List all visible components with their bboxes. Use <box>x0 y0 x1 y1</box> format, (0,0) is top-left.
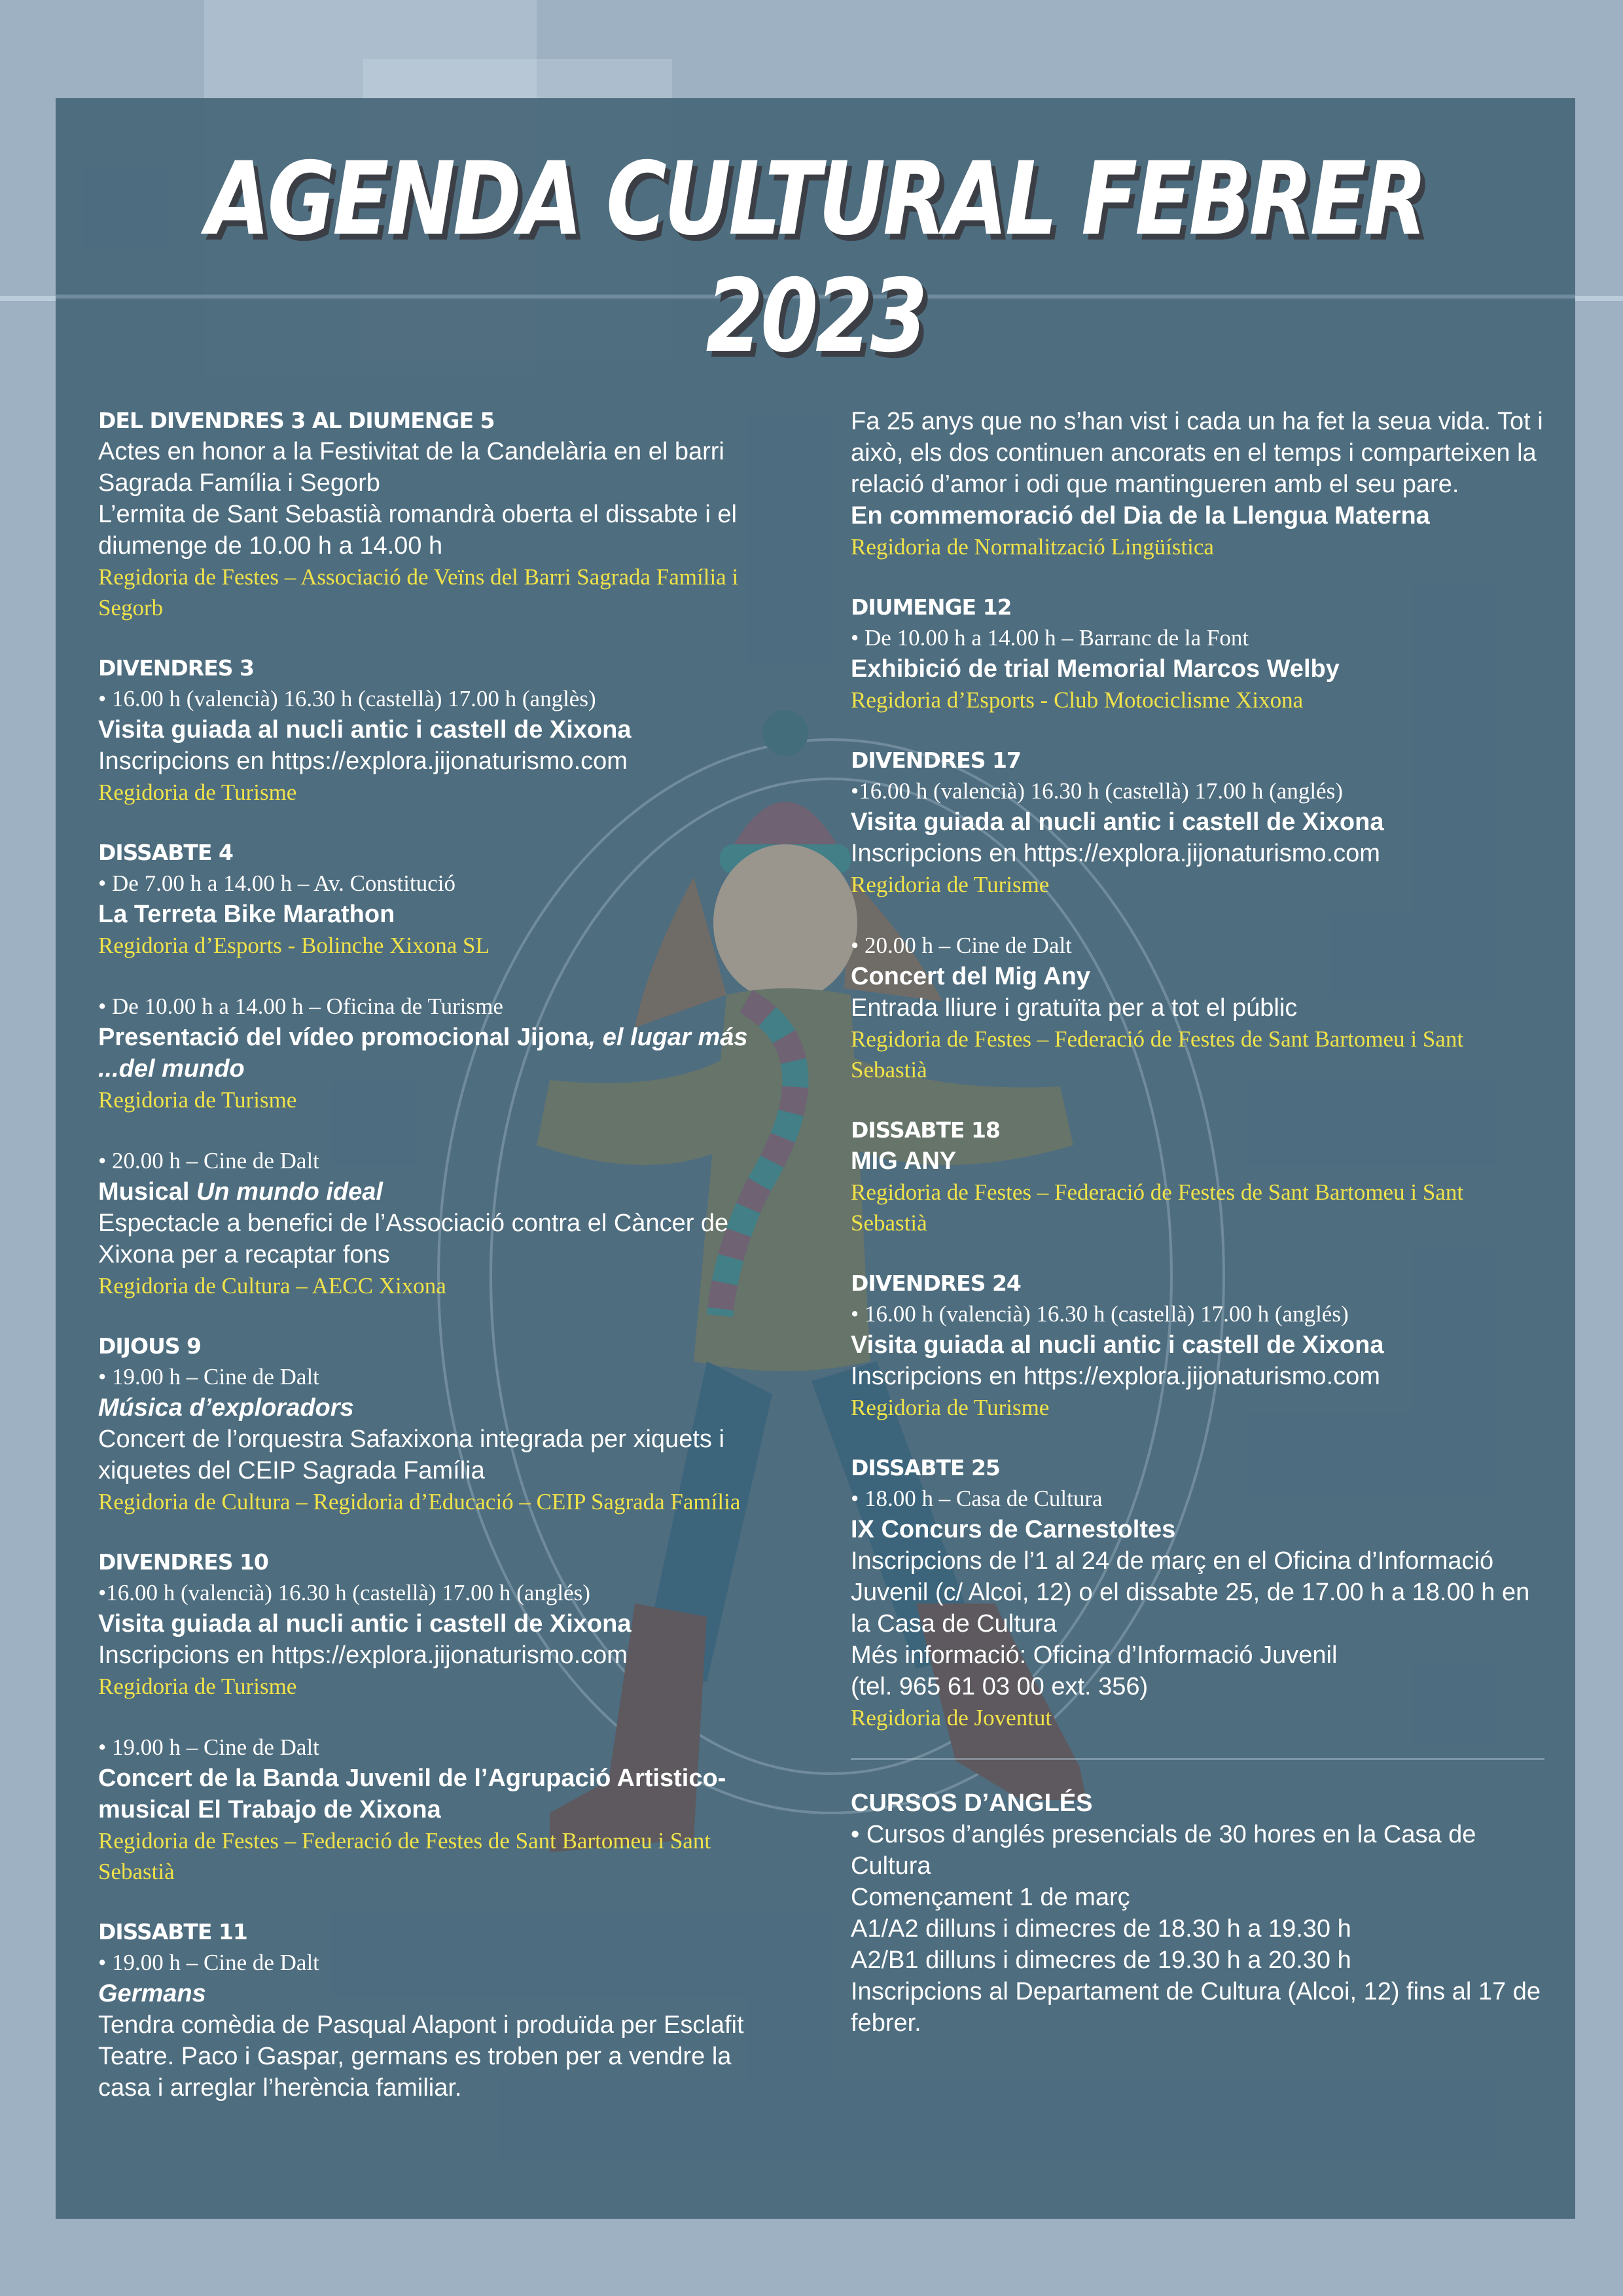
event-description: Inscripcions en https://explora.jijonaturismo.com <box>851 840 1380 867</box>
event-title: Visita guiada al nucli antic i castell de Xixona <box>98 1610 632 1638</box>
event-time: • 19.00 h – Cine de Dalt <box>98 1364 319 1390</box>
event-description: Concert de l’orquestra Safaxixona integrada per xiquets i xiquetes del CEIP Sagrada Família <box>98 1426 724 1484</box>
event-day: DIVENDRES 24 <box>851 1270 1021 1296</box>
event-description: Espectacle a benefici de l’Associació contra el Càncer de Xixona per a recaptar fons <box>98 1210 729 1268</box>
event-title: Música d’exploradors <box>98 1394 354 1422</box>
event-title: Concert de la Banda Juvenil de l’Agrupació Artistico-musical El Trabajo de Xixona <box>98 1765 726 1823</box>
courses-heading: CURSOS D’ANGLÉS <box>851 1789 1093 1817</box>
event-day: DIUMENGE 12 <box>851 594 1012 620</box>
event-organizer: Regidoria de Turisme <box>851 1395 1050 1420</box>
left-column <box>98 406 785 2104</box>
event-time: • 20.00 h – Cine de Dalt <box>851 933 1072 958</box>
event-day: DIVENDRES 17 <box>851 747 1021 773</box>
event-title: Germans <box>98 1980 206 2007</box>
right-column <box>851 406 1544 2039</box>
event-title: MIG ANY <box>851 1147 957 1175</box>
event-title: Musical Un mundo ideal <box>98 1178 383 1206</box>
event-time: • 18.00 h – Casa de Cultura <box>851 1486 1103 1511</box>
event-time: •16.00 h (valencià) 16.30 h (castellà) 17.00 h (anglés) <box>98 1580 590 1605</box>
event-organizer: Regidoria de Festes – Federació de Festes de Sant Bartomeu i Sant Sebastià <box>851 1179 1464 1236</box>
event-organizer: Regidoria d’Esports - Club Motociclisme Xixona <box>851 687 1304 713</box>
event-time: • 16.00 h (valencià) 16.30 h (castellà) 17.00 h (anglés) <box>851 1301 1349 1327</box>
event-day: DIVENDRES 3 <box>98 655 254 681</box>
event-day: DISSABTE 11 <box>98 1919 247 1945</box>
event-time: • 16.00 h (valencià) 16.30 h (castellà) 17.00 h (anglès) <box>98 686 596 711</box>
event-title: IX Concurs de Carnestoltes <box>851 1516 1176 1543</box>
event-organizer: Regidoria de Normalització Lingüística <box>851 534 1214 560</box>
event-description: Inscripcions de l’1 al 24 de març en el Oficina d’Informació Juvenil (c/ Alcoi, 12) o el dissabte 25, de 17.00 h a 18.00 h en la Casa de Cultura <box>851 1547 1530 1638</box>
event-time: • 19.00 h – Cine de Dalt <box>98 1734 319 1760</box>
event-description: Actes en honor a la Festivitat de la Candelària en el barri Sagrada Família i Segorb <box>98 438 724 497</box>
event-day: DEL DIVENDRES 3 AL DIUMENGE 5 <box>98 408 495 433</box>
event-time: • De 7.00 h a 14.00 h – Av. Constitució <box>98 870 455 896</box>
event-description: L’ermita de Sant Sebastià romandrà oberta el dissabte i el diumenge de 10.00 h a 14.00 h <box>98 501 737 560</box>
event-day: DIVENDRES 10 <box>98 1549 268 1575</box>
event-organizer: Regidoria de Turisme <box>98 780 297 805</box>
event-organizer: Regidoria de Turisme <box>98 1674 297 1699</box>
event-description: Fa 25 anys que no s’han vist i cada un ha fet la seua vida. Tot i això, els dos continuen ancorats en el temps i comparteixen la relació d’amor i odi que mantingueren amb el seu pare. <box>851 408 1543 498</box>
event-description: Tendra comèdia de Pasqual Alapont i produïda per Esclafit Teatre. Paco i Gaspar, germans es troben per a vendre la casa i arreglar l’herència familiar. <box>98 2011 744 2102</box>
event-day: DISSABTE 18 <box>851 1117 1000 1143</box>
event-organizer: Regidoria de Festes – Associació de Veïns del Barri Sagrada Família i Segorb <box>98 564 739 620</box>
event-organizer: Regidoria de Turisme <box>851 872 1050 897</box>
event-time: • De 10.00 h a 14.00 h – Barranc de la Font <box>851 625 1249 651</box>
courses-line: Inscripcions al Departament de Cultura (Alcoi, 12) fins al 17 de febrer. <box>851 1978 1541 2037</box>
event-organizer: Regidoria de Cultura – Regidoria d’Educació – CEIP Sagrada Família <box>98 1489 741 1515</box>
event-organizer: Regidoria d’Esports - Bolinche Xixona SL <box>98 933 490 958</box>
event-title: Visita guiada al nucli antic i castell de Xixona <box>851 808 1384 836</box>
event-description: (tel. 965 61 03 00 ext. 356) <box>851 1673 1149 1700</box>
courses-line: A2/B1 dilluns i dimecres de 19.30 h a 20.30 h <box>851 1946 1351 1974</box>
event-day: DIJOUS 9 <box>98 1333 202 1359</box>
event-time: • De 10.00 h a 14.00 h – Oficina de Turisme <box>98 994 503 1019</box>
event-time: •16.00 h (valencià) 16.30 h (castellà) 17.00 h (anglés) <box>851 778 1343 804</box>
event-organizer: Regidoria de Joventut <box>851 1705 1052 1731</box>
event-title: Visita guiada al nucli antic i castell de Xixona <box>851 1331 1384 1359</box>
courses-line: • Cursos d’anglés presencials de 30 hores en la Casa de Cultura <box>851 1821 1476 1880</box>
event-description: Inscripcions en https://explora.jijonaturismo.com <box>851 1363 1380 1390</box>
event-organizer: Regidoria de Cultura – AECC Xixona <box>98 1273 446 1299</box>
event-day: DISSABTE 25 <box>851 1455 1000 1480</box>
courses-line: Començament 1 de març <box>851 1884 1130 1911</box>
event-title: Exhibició de trial Memorial Marcos Welby <box>851 655 1340 683</box>
event-title: En commemoració del Dia de la Llengua Materna <box>851 502 1430 529</box>
event-title: Visita guiada al nucli antic i castell de Xixona <box>98 716 632 744</box>
event-time: • 19.00 h – Cine de Dalt <box>98 1950 319 1975</box>
event-description: Més informació: Oficina d’Informació Juvenil <box>851 1641 1338 1669</box>
event-description: Inscripcions en https://explora.jijonaturismo.com <box>98 747 628 775</box>
event-organizer: Regidoria de Turisme <box>98 1087 297 1113</box>
event-description: Inscripcions en https://explora.jijonaturismo.com <box>98 1641 628 1669</box>
section-divider <box>851 1758 1544 1760</box>
event-title: Presentació del vídeo promocional Jijona, el lugar más ...del mundo <box>98 1024 748 1083</box>
event-title: La Terreta Bike Marathon <box>98 901 395 928</box>
event-organizer: Regidoria de Festes – Federació de Festes de Sant Bartomeu i Sant Sebastià <box>851 1026 1464 1083</box>
event-time: • 20.00 h – Cine de Dalt <box>98 1148 319 1174</box>
event-description: Entrada lliure i gratuïta per a tot el públic <box>851 994 1298 1022</box>
courses-line: A1/A2 dilluns i dimecres de 18.30 h a 19.30 h <box>851 1915 1351 1943</box>
event-organizer: Regidoria de Festes – Federació de Festes de Sant Bartomeu i Sant Sebastià <box>98 1828 711 1884</box>
page-title: AGENDA CULTURAL FEBRER 2023 <box>205 141 1425 375</box>
event-day: DISSABTE 4 <box>98 840 233 865</box>
event-title: Concert del Mig Any <box>851 963 1090 990</box>
